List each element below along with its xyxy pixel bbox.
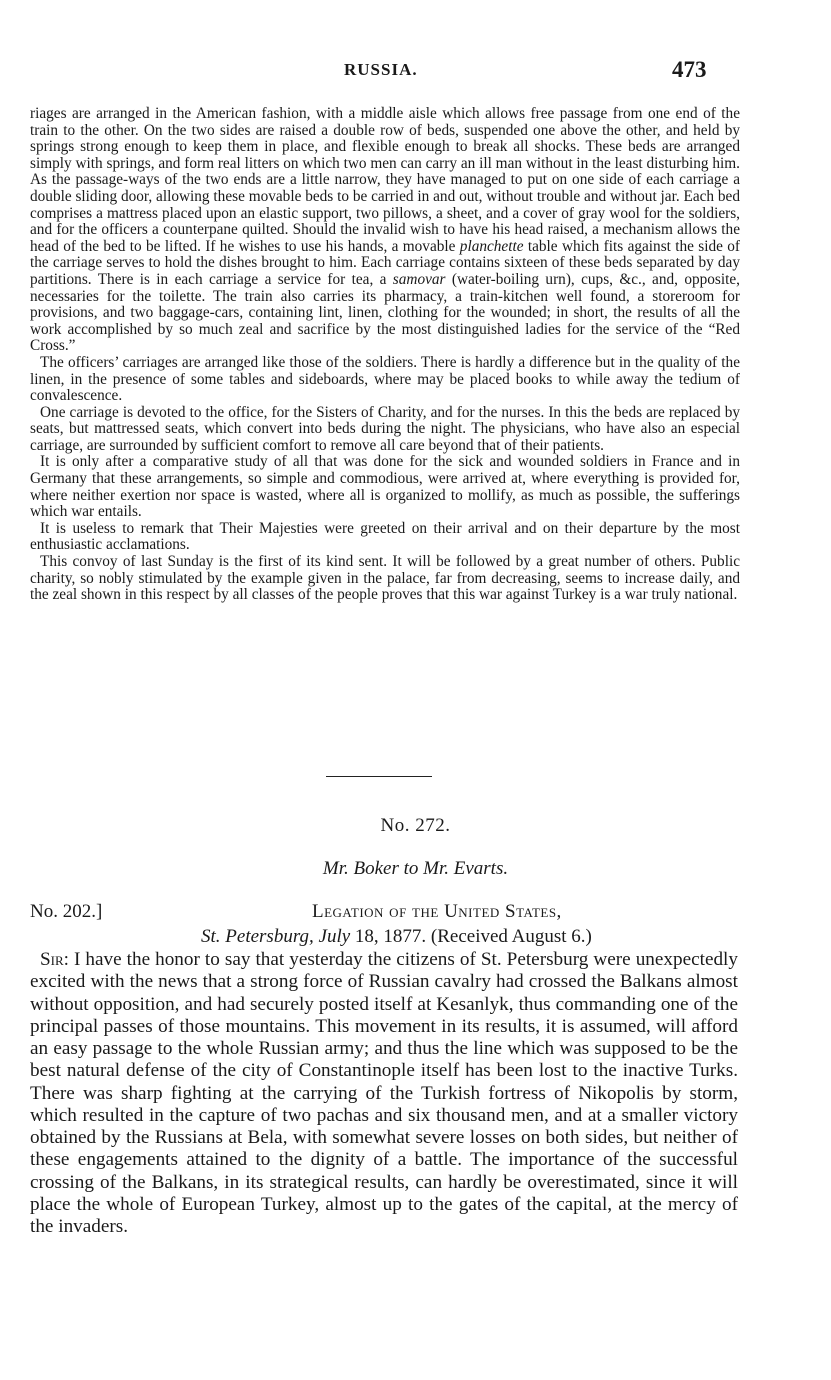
continued-report-text [30,106,740,604]
running-title: RUSSIA. [344,60,418,79]
paragraph-text: It is useless to remark that Their Majesties were greeted on their arrival and on their departure by the most enthusiastic acclamations. [30,519,740,554]
dateline [201,926,592,948]
section-divider [326,776,432,777]
report-paragraph [30,405,740,455]
italic-term: planchette [459,237,524,255]
salutation: Sir [40,949,64,970]
paragraph-text: The officers’ carriages are arranged like those of the soldiers. There is hardly a difference but in the quality of the linen, in the presence of some tables and sideboards, where may be placed books to while away the tedium of convalescence. [30,353,740,405]
dateline-date-received: 18, 1877. (Received August 6.) [350,926,592,947]
document-number: No. 272. [380,815,451,836]
report-paragraph [30,554,740,604]
paragraph-text: (water-boiling urn), cups, &c., and, opposite, necessaries for the toilette. The train also carries its pharmacy, a train-kitchen well found, a storeroom for provisions, and two baggage-cars, containing lint, linen, clothing for the wounded; in short, the results of all the work accomplished by so much zeal and sacrifice by the most distinguished ladies for the service of the “Red Cross.” [30,270,740,355]
italic-term: samovar [392,270,446,288]
page-header [0,57,831,84]
paragraph-text: riages are arranged in the American fashion, with a middle aisle which allows free passage from one end of the train to the other. On the two sides are raised a double row of beds, suspended one above the other, and held by springs strong enough to keep them in place, and flexible enough to break all shocks. These beds are arranged simply with springs, and form real litters on which two men can carry an ill man without in the least disturbing him. As the passage-ways of the two ends are a little narrow, they have managed to put on one side of each carriage a double sliding door, allowing these movable beds to be carried in and out, without trouble and without jar. Each bed comprises a mattress placed upon an elastic support, two pillows, a sheet, and a cover of gray wool for the soldiers, and for the officers a counterpane quilted. Should the invalid wish to have his head raised, a mechanism allows the head of the bed to be lifted. If he wishes to use his hands, a movable [30,105,740,255]
paragraph-text: table which fits against the side of the carriage serves to hold the dishes brought to him. Each carriage contains sixteen of these beds separated by day partitions. There is in each carriage a service for tea, a [30,237,741,288]
legation-line: Legation of the United States, [312,901,562,922]
page-number: 473 [672,57,707,82]
dispatch-number: No. 202.] [30,901,103,922]
paragraph-text: It is only after a comparative study of all that was done for the sick and wounded soldiers in France and in Germany that these arrangements, so simple and commodious, were arrived at, where everything is provided for, where neither exertion nor space is wasted, where all is organized to mollify, as much as possible, the sufferings which war entails. [30,453,740,521]
dateline-place: St. Petersburg, July [201,926,351,947]
document-heading: Mr. Boker to Mr. Evarts. [322,858,509,879]
paragraph-text: This convoy of last Sunday is the first of its kind sent. It will be followed by a great number of others. Public charity, so nobly stimulated by the example given in the palace, far from decreasing, seems to increase daily, and the zeal shown in this respect by all classes of the people proves that this war against Turkey is a war truly national. [30,553,740,604]
report-paragraph [30,355,740,405]
letter-body [30,949,738,1238]
report-paragraph [30,521,740,554]
paragraph-text: One carriage is devoted to the office, for the Sisters of Charity, and for the nurses. In this the beds are replaced by seats, but mattressed seats, which convert into beds during the night. The physicians, who have also an especial carriage, are surrounded by sufficient comfort to remove all care beyond that of their patients. [30,403,740,454]
report-paragraph [30,106,740,355]
letter-paragraph [30,949,738,1238]
letter-body-text: : I have the honor to say that yesterday the citizens of St. Petersburg were unexpectedly excited with the news that a strong force of Russian cavalry had crossed the Balkans almost without opposition, and had securely posted itself at Kesanlyk, thus commanding one of the principal passes of those mountains. This movement in its results, it is assumed, will afford an easy passage to the whole Russian army; and thus the line which was supposed to be the best natural defense of the city of Constantinople itself has been lost to the inactive Turks. There was sharp fighting at the carrying of the Turkish fortress of Nikopolis by storm, which resulted in the capture of two pachas and six thousand men, and at a smaller victory obtained by the Russians at Bela, with somewhat severe losses on both sides, but neither of these engagements attained to the dignity of a battle. The importance of the successful crossing of the Balkans, in its strategical results, can hardly be overestimated, since it will place the whole of European Turkey, almost up to the gates of the capital, at the mercy of the invaders. [30,949,738,1237]
report-paragraph [30,454,740,520]
